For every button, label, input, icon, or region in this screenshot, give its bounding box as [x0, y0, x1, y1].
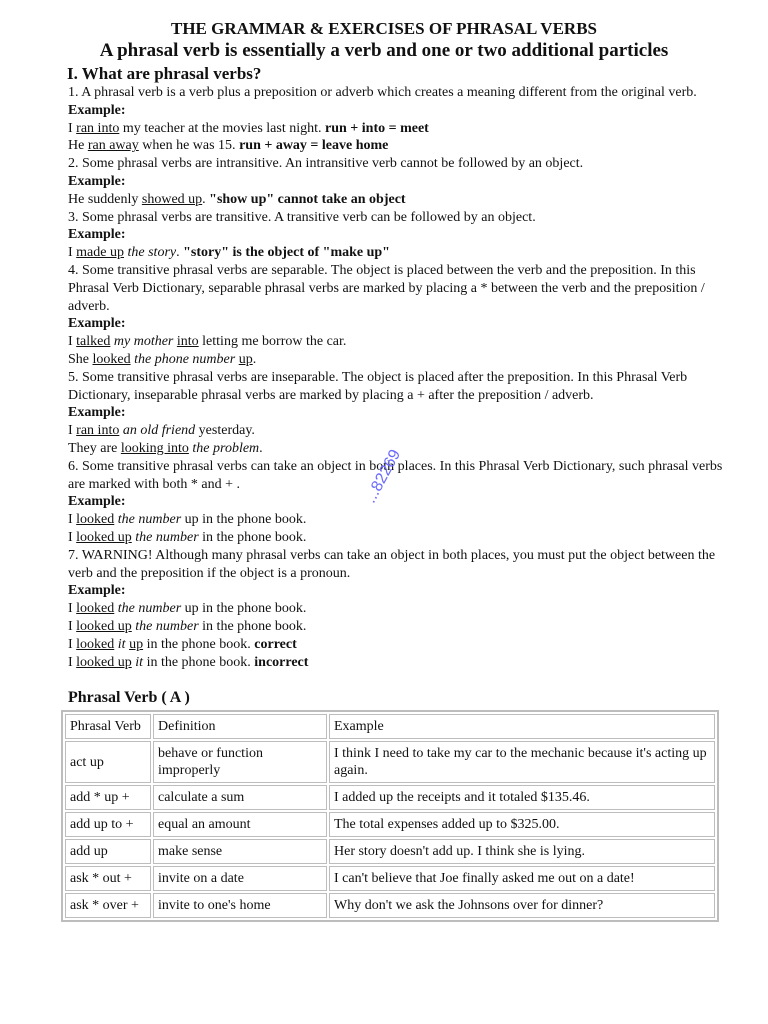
table-row [65, 893, 715, 918]
cell-definition: behave or function improperly [153, 741, 327, 783]
example-label: Example: [68, 173, 126, 189]
example-line: I looked up the number in the phone book. [68, 618, 307, 634]
section-heading-what-are-phrasal-verbs: I. What are phrasal verbs? [67, 64, 262, 83]
table-row [65, 785, 715, 810]
example-label: Example: [68, 583, 126, 599]
example-line: I looked the number up in the phone book. [68, 512, 307, 528]
cell-verb: ask * over + [65, 893, 151, 918]
table-row [65, 866, 715, 891]
example-line: She looked the phone number up. [68, 351, 257, 367]
example-line: They are looking into the problem. [68, 440, 263, 456]
watermark-text: ...82269 [362, 446, 405, 506]
cell-definition: invite on a date [153, 866, 327, 891]
cell-example: I can't believe that Joe finally asked me out on a date! [329, 866, 715, 891]
example-label: Example: [68, 316, 126, 332]
point-3: 3. Some phrasal verbs are transitive. A transitive verb can be followed by an object. [68, 209, 536, 225]
example-line: I ran into an old friend yesterday. [68, 423, 255, 439]
example-line: I ran into my teacher at the movies last night. run + into = meet [68, 120, 429, 136]
cell-example: Her story doesn't add up. I think she is lying. [329, 839, 715, 864]
explanation-body [68, 84, 723, 671]
example-line: I looked up the number in the phone book. [68, 529, 307, 545]
cell-verb: ask * out + [65, 866, 151, 891]
cell-definition: equal an amount [153, 812, 327, 837]
table-header-row [65, 714, 715, 739]
example-line: I looked it up in the phone book. correct [68, 636, 297, 652]
cell-definition: calculate a sum [153, 785, 327, 810]
header-cell-example: Example [329, 714, 715, 739]
cell-verb: add * up + [65, 785, 151, 810]
cell-example: Why don't we ask the Johnsons over for dinner? [329, 893, 715, 918]
example-line: He ran away when he was 15. run + away = leave home [68, 138, 389, 154]
example-line: I made up the story. "story" is the object of "make up" [68, 245, 390, 261]
point-7: 7. WARNING! Although many phrasal verbs can take an object in both places, you must put the object between the verb and the preposition if the object is a pronoun. [68, 547, 716, 581]
table-row [65, 839, 715, 864]
example-label: Example: [68, 102, 126, 118]
example-line: I talked my mother into letting me borrow the car. [68, 334, 347, 350]
cell-definition: invite to one's home [153, 893, 327, 918]
cell-example: The total expenses added up to $325.00. [329, 812, 715, 837]
cell-verb: add up to + [65, 812, 151, 837]
table-row [65, 812, 715, 837]
point-2: 2. Some phrasal verbs are intransitive. An intransitive verb cannot be followed by an object. [68, 156, 584, 172]
header-cell-definition: Definition [153, 714, 327, 739]
cell-definition: make sense [153, 839, 327, 864]
example-line: I looked the number up in the phone book. [68, 601, 307, 617]
cell-example: I think I need to take my car to the mechanic because it's acting up again. [329, 741, 715, 783]
example-label: Example: [68, 494, 126, 510]
point-4: 4. Some transitive phrasal verbs are separable. The object is placed between the verb and the preposition. In this Phrasal Verb Dictionary, separable phrasal verbs are marked by placing a * between the verb and the preposition / adverb. [68, 262, 705, 314]
example-label: Example: [68, 227, 126, 243]
cell-verb: act up [65, 741, 151, 783]
document-subtitle: A phrasal verb is essentially a verb and one or two additional particles [99, 40, 669, 61]
section-heading-phrasal-verb-a: Phrasal Verb ( A ) [68, 689, 190, 706]
point-5: 5. Some transitive phrasal verbs are inseparable. The object is placed after the preposition. In this Phrasal Verb Dictionary, inseparable phrasal verbs are marked by placing a + after the preposition / adverb. [68, 369, 688, 403]
document-title: THE GRAMMAR & EXERCISES OF PHRASAL VERBS [170, 19, 597, 38]
cell-verb: add up [65, 839, 151, 864]
phrasal-verb-table [61, 710, 719, 922]
point-1: 1. A phrasal verb is a verb plus a preposition or adverb which creates a meaning different from the original verb. [68, 85, 697, 100]
cell-example: I added up the receipts and it totaled $135.46. [329, 785, 715, 810]
example-label: Example: [68, 405, 126, 421]
point-6: 6. Some transitive phrasal verbs can take an object in both places. In this Phrasal Verb Dictionary, such phrasal verbs are marked with both * and + . [68, 458, 723, 492]
example-line: He suddenly showed up. "show up" cannot take an object [68, 191, 406, 207]
table-row [65, 741, 715, 783]
example-line: I looked up it in the phone book. incorrect [68, 654, 309, 670]
header-cell-phrasal-verb: Phrasal Verb [65, 714, 151, 739]
